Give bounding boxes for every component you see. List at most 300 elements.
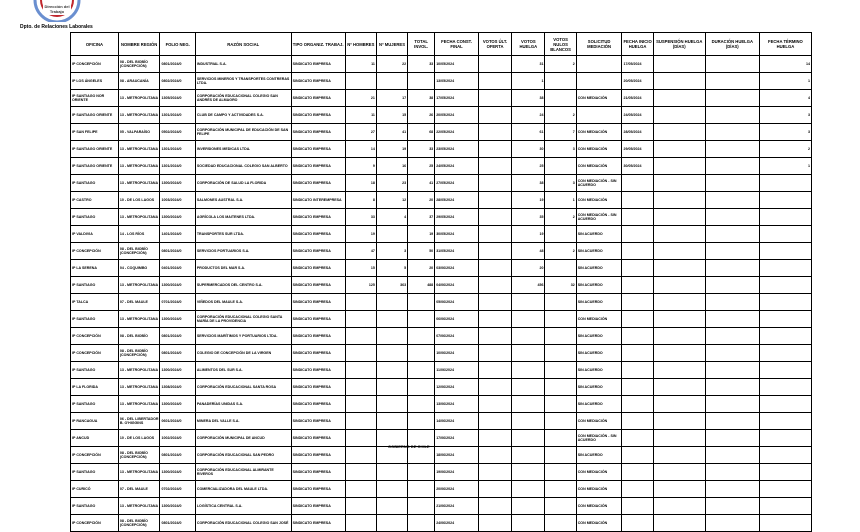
table-cell: SINDICATO EMPRESA — [291, 498, 345, 515]
table-cell: SINDICATO INTEREMPRESA — [291, 192, 345, 209]
table-cell — [622, 260, 653, 277]
table-cell: CON MEDIACIÓN — [576, 90, 622, 107]
table-cell: CON MEDIACIÓN — [576, 124, 622, 141]
table-cell: 1300/2024/0 — [160, 464, 195, 481]
table-cell — [653, 107, 705, 124]
table-row — [71, 192, 812, 209]
svg-text:Trabajo: Trabajo — [49, 9, 65, 14]
table-cell: IP SANTIAGO — [71, 396, 119, 413]
table-cell — [512, 481, 545, 498]
table-cell — [705, 226, 759, 243]
table-cell: 1300/2024/0 — [160, 277, 195, 294]
table-cell: 1401/2024/0 — [160, 226, 195, 243]
table-cell: 13 - METROPOLITANA — [118, 277, 160, 294]
table-cell: IP CONCEPCIÓN — [71, 243, 119, 260]
table-cell — [705, 124, 759, 141]
table-cell: 1300/2024/0 — [160, 362, 195, 379]
table-cell — [653, 226, 705, 243]
table-cell: INVERSIONES MEDICAS LTDA. — [195, 141, 291, 158]
table-cell: 25 — [408, 158, 435, 175]
table-cell — [478, 141, 511, 158]
table-cell: SINDICATO EMPRESA — [291, 243, 345, 260]
table-cell: 04 - COQUIMBO — [118, 260, 160, 277]
table-cell: SERVICIOS MARÍTIMOS Y PORTUARIOS LTDA. — [195, 328, 291, 345]
table-cell — [622, 294, 653, 311]
table-cell — [408, 396, 435, 413]
table-cell — [545, 158, 576, 175]
table-cell: 20/05/2024 — [435, 107, 479, 124]
table-cell — [478, 226, 511, 243]
table-cell: 33 — [345, 209, 376, 226]
table-cell — [376, 294, 407, 311]
column-header: TIPO ORGANIZ. TRABAJ. — [291, 33, 345, 56]
table-cell: 13 - METROPOLITANA — [118, 107, 160, 124]
table-cell: 9 — [345, 158, 376, 175]
table-cell — [653, 311, 705, 328]
table-cell — [376, 498, 407, 515]
table-cell: SIN ACUERDO — [576, 345, 622, 362]
table-cell: 19 — [376, 141, 407, 158]
table-cell — [622, 328, 653, 345]
table-cell: SINDICATO EMPRESA — [291, 175, 345, 192]
table-cell — [376, 328, 407, 345]
table-row — [71, 379, 812, 396]
table-cell: 47 — [345, 243, 376, 260]
table-cell: PRODUCTOS DEL MAR S.A. — [195, 260, 291, 277]
table-cell — [705, 447, 759, 464]
table-cell — [705, 192, 759, 209]
table-cell — [408, 362, 435, 379]
table-cell: SINDICATO EMPRESA — [291, 362, 345, 379]
table-cell — [653, 515, 705, 532]
table-cell — [622, 481, 653, 498]
table-cell: CORPORACIÓN EDUCACIONAL COLEGIO SAN ANDRÉS DE ALMAGRO — [195, 90, 291, 107]
table-cell — [545, 379, 576, 396]
table-cell: 1301/2024/0 — [160, 158, 195, 175]
table-cell — [705, 277, 759, 294]
table-cell: COLEGIO DE CONCEPCIÓN DE LA VIRGEN — [195, 345, 291, 362]
table-row — [71, 226, 812, 243]
table-cell: CORPORACIÓN EDUCACIONAL COLEGIO SAN JOSÉ — [195, 515, 291, 532]
table-cell — [408, 345, 435, 362]
table-cell: INDUSTRIAL S.A. — [195, 56, 291, 73]
table-cell: 0801/2024/0 — [160, 243, 195, 260]
table-cell: 3 — [545, 175, 576, 192]
table-cell: 33 — [408, 56, 435, 73]
table-cell — [376, 73, 407, 90]
table-cell: CORPORACIÓN MUNICIPAL DE EDUCACIÓN DE SAN FELIPE — [195, 124, 291, 141]
table-cell: 20/06/2024 — [435, 481, 479, 498]
table-cell: SIN ACUERDO — [576, 294, 622, 311]
table-cell: 28/05/2024 — [435, 192, 479, 209]
table-cell: IP SANTIAGO — [71, 209, 119, 226]
table-cell — [478, 430, 511, 447]
table-cell: 33 — [408, 141, 435, 158]
table-cell: 1300/2024/0 — [160, 498, 195, 515]
table-cell — [345, 396, 376, 413]
table-cell — [345, 498, 376, 515]
table-cell — [653, 73, 705, 90]
table-cell — [478, 345, 511, 362]
table-cell — [759, 515, 811, 532]
table-cell: 30/05/2024 — [435, 226, 479, 243]
table-cell — [345, 481, 376, 498]
column-header: VOTOS NULOS BLANCOS — [545, 33, 576, 56]
table-cell: 10/06/2024 — [435, 345, 479, 362]
table-cell — [408, 73, 435, 90]
table-cell: 03/06/2024 — [435, 260, 479, 277]
table-cell: LOGÍSTICA CENTRAL S.A. — [195, 498, 291, 515]
table-cell: 1 — [512, 73, 545, 90]
table-cell: SIN ACUERDO — [576, 243, 622, 260]
table-cell — [376, 362, 407, 379]
table-cell — [759, 396, 811, 413]
table-cell: IP SANTIAGO — [71, 464, 119, 481]
table-cell — [545, 328, 576, 345]
table-cell: IP SANTIAGO — [71, 277, 119, 294]
table-cell: 07 - DEL MAULE — [118, 481, 160, 498]
table-cell — [622, 345, 653, 362]
table-cell: 07/06/2024 — [435, 328, 479, 345]
table-cell — [705, 243, 759, 260]
table-cell: AGRÍCOLA LOS MAITENES LTDA. — [195, 209, 291, 226]
table-cell: 37 — [408, 209, 435, 226]
table-cell — [376, 413, 407, 430]
table-cell — [759, 413, 811, 430]
table-cell — [545, 447, 576, 464]
table-cell: 26 — [408, 107, 435, 124]
table-cell: 1300/2024/0 — [160, 209, 195, 226]
table-cell — [705, 413, 759, 430]
table-cell: 1300/2024/0 — [160, 311, 195, 328]
table-cell: 27 — [345, 124, 376, 141]
table-cell: 2 — [545, 107, 576, 124]
table-cell: CON MEDIACIÓN — [576, 192, 622, 209]
table-cell: IP CONCEPCIÓN — [71, 515, 119, 532]
table-cell: 05/06/2024 — [435, 294, 479, 311]
table-cell: 1 — [759, 158, 811, 175]
table-cell: 13 - METROPOLITANA — [118, 311, 160, 328]
table-cell: 17/05/2024 — [622, 56, 653, 73]
table-cell — [408, 447, 435, 464]
table-cell: 16 — [376, 158, 407, 175]
table-cell: 0801/2024/0 — [160, 56, 195, 73]
table-cell — [512, 294, 545, 311]
table-cell — [622, 226, 653, 243]
table-cell — [759, 175, 811, 192]
table-cell: 0801/2024/0 — [160, 447, 195, 464]
table-cell: 488 — [408, 277, 435, 294]
table-cell — [545, 362, 576, 379]
table-cell — [653, 260, 705, 277]
table-cell: 13 - METROPOLITANA — [118, 158, 160, 175]
table-cell: IP CONCEPCIÓN — [71, 328, 119, 345]
table-cell — [653, 243, 705, 260]
table-cell: 0601/2024/0 — [160, 413, 195, 430]
table-cell: 23 — [376, 175, 407, 192]
table-row — [71, 481, 812, 498]
table-cell: 363 — [376, 277, 407, 294]
table-cell: IP SANTIAGO — [71, 175, 119, 192]
table-cell: SINDICATO EMPRESA — [291, 124, 345, 141]
table-row — [71, 345, 812, 362]
table-cell — [759, 464, 811, 481]
table-cell — [759, 311, 811, 328]
table-cell — [478, 328, 511, 345]
table-cell: 07 - DEL MAULE — [118, 294, 160, 311]
department-label: Dpto. de Relaciones Laborales — [20, 24, 93, 30]
table-cell: CON MEDIACIÓN — [576, 464, 622, 481]
table-cell — [653, 56, 705, 73]
table-cell — [345, 362, 376, 379]
table-cell — [345, 515, 376, 532]
table-cell: 38 — [408, 90, 435, 107]
table-cell — [545, 430, 576, 447]
table-cell — [478, 447, 511, 464]
table-cell — [705, 158, 759, 175]
table-cell — [345, 345, 376, 362]
table-cell: 14 - LOS RÍOS — [118, 226, 160, 243]
table-cell: SINDICATO EMPRESA — [291, 56, 345, 73]
table-cell — [622, 379, 653, 396]
table-cell: 19 — [408, 226, 435, 243]
table-cell — [759, 498, 811, 515]
table-cell — [408, 413, 435, 430]
table-cell — [545, 515, 576, 532]
table-cell: 08 - DEL BIOBÍO — [118, 328, 160, 345]
table-cell: 8 — [345, 192, 376, 209]
table-cell: TRANSPORTES SUR LTDA. — [195, 226, 291, 243]
table-cell — [478, 107, 511, 124]
table-cell: 13 - METROPOLITANA — [118, 209, 160, 226]
table-cell — [705, 498, 759, 515]
table-cell — [653, 124, 705, 141]
table-cell: SIN ACUERDO — [576, 396, 622, 413]
table-cell — [705, 56, 759, 73]
table-cell: 29/05/2024 — [622, 141, 653, 158]
table-cell: 12/06/2024 — [435, 379, 479, 396]
table-cell: 10 - DE LOS LAGOS — [118, 192, 160, 209]
table-cell: CON MEDIACIÓN — [576, 413, 622, 430]
table-cell: 24/05/2024 — [622, 107, 653, 124]
table-cell: IP CONCEPCIÓN — [71, 345, 119, 362]
table-cell: 19/06/2024 — [435, 464, 479, 481]
table-cell — [759, 260, 811, 277]
column-header: OFICINA — [71, 33, 119, 56]
table-cell: 21 — [345, 90, 376, 107]
table-cell: SINDICATO EMPRESA — [291, 430, 345, 447]
table-cell: 2 — [545, 243, 576, 260]
table-cell: 15 — [345, 260, 376, 277]
table-cell: IP ANCUD — [71, 430, 119, 447]
table-row — [71, 107, 812, 124]
table-row — [71, 277, 812, 294]
table-cell: IP LA FLORIDA — [71, 379, 119, 396]
table-cell: 13/06/2024 — [435, 396, 479, 413]
table-cell: IP SANTIAGO ORIENTE — [71, 158, 119, 175]
svg-text:Dirección del: Dirección del — [44, 4, 70, 9]
table-cell: 13 - METROPOLITANA — [118, 379, 160, 396]
table-cell: 20 — [408, 260, 435, 277]
table-cell — [653, 396, 705, 413]
table-cell — [376, 481, 407, 498]
table-cell — [622, 277, 653, 294]
table-cell: PANADERÍAS UNIDAS S.A. — [195, 396, 291, 413]
table-cell: SIN ACUERDO — [576, 379, 622, 396]
table-cell: CORPORACIÓN MUNICIPAL DE ANCUD — [195, 430, 291, 447]
table-cell — [653, 498, 705, 515]
table-cell — [545, 311, 576, 328]
table-cell: 35 — [512, 209, 545, 226]
table-cell: 2 — [759, 141, 811, 158]
table-cell — [408, 379, 435, 396]
table-cell — [705, 90, 759, 107]
table-cell — [478, 294, 511, 311]
table-cell: SERVICIOS MINEROS Y TRANSPORTES CONTRERAS LTDA. — [195, 73, 291, 90]
table-cell: IP SANTIAGO ORIENTE — [71, 107, 119, 124]
table-cell: CON MEDIACIÓN - SIN ACUERDO — [576, 430, 622, 447]
column-header: Nº HOMBRES — [345, 33, 376, 56]
table-cell — [759, 447, 811, 464]
table-cell — [478, 515, 511, 532]
table-cell — [759, 328, 811, 345]
table-cell: SINDICATO EMPRESA — [291, 413, 345, 430]
table-cell — [705, 345, 759, 362]
table-row — [71, 124, 812, 141]
table-cell — [478, 56, 511, 73]
table-cell: SINDICATO EMPRESA — [291, 396, 345, 413]
table-cell — [376, 464, 407, 481]
table-cell — [478, 158, 511, 175]
table-cell: 61 — [512, 124, 545, 141]
table-cell — [759, 294, 811, 311]
table-cell: 0801/2024/0 — [160, 345, 195, 362]
table-cell: 30 — [512, 141, 545, 158]
table-cell: IP CONCEPCIÓN — [71, 447, 119, 464]
table-cell: 06/06/2024 — [435, 311, 479, 328]
table-cell — [622, 515, 653, 532]
table-cell — [408, 328, 435, 345]
table-cell — [345, 294, 376, 311]
table-cell: 08 - DEL BIOBÍO (CONCEPCIÓN) — [118, 243, 160, 260]
table-cell — [705, 107, 759, 124]
table-cell: 0701/2024/0 — [160, 294, 195, 311]
table-cell: SINDICATO EMPRESA — [291, 226, 345, 243]
table-cell — [622, 192, 653, 209]
table-cell: 3 — [545, 141, 576, 158]
table-cell: SINDICATO EMPRESA — [291, 141, 345, 158]
table-cell — [345, 447, 376, 464]
table-cell: 5 — [376, 260, 407, 277]
table-cell — [512, 379, 545, 396]
table-row — [71, 447, 812, 464]
table-cell: 1301/2024/0 — [160, 141, 195, 158]
table-cell — [759, 226, 811, 243]
table-cell — [653, 192, 705, 209]
table-cell: CORPORACIÓN EDUCACIONAL COLEGIO SANTA MARÍA DE LA PROVIDENCIA — [195, 311, 291, 328]
table-cell — [653, 464, 705, 481]
table-cell: 22/05/2024 — [435, 124, 479, 141]
table-cell: 13/05/2024 — [435, 73, 479, 90]
table-cell — [478, 396, 511, 413]
table-cell: 31 — [512, 56, 545, 73]
column-header: SOLICITUD MEDIACIÓN — [576, 33, 622, 56]
table-cell: SINDICATO EMPRESA — [291, 481, 345, 498]
table-cell: 04/06/2024 — [435, 277, 479, 294]
table-cell: 24 — [512, 107, 545, 124]
table-cell: 14 — [345, 141, 376, 158]
table-cell: 50 — [408, 243, 435, 260]
table-cell: 13 - METROPOLITANA — [118, 498, 160, 515]
column-header: NOMBRE REGIÓN — [118, 33, 160, 56]
table-cell — [653, 447, 705, 464]
table-cell: 3 — [759, 107, 811, 124]
table-cell: 1 — [545, 192, 576, 209]
table-cell — [545, 260, 576, 277]
table-cell: SINDICATO EMPRESA — [291, 311, 345, 328]
table-row — [71, 464, 812, 481]
table-cell: SINDICATO EMPRESA — [291, 90, 345, 107]
column-header: FECHA CONST. FINAL — [435, 33, 479, 56]
table-cell: IP SANTIAGO — [71, 311, 119, 328]
table-cell — [705, 515, 759, 532]
table-cell — [512, 515, 545, 532]
table-cell — [653, 430, 705, 447]
table-cell: IP SANTIAGO — [71, 362, 119, 379]
table-cell — [512, 447, 545, 464]
table-cell: SOCIEDAD EDUCACIONAL COLEGIO SAN ALBERTO — [195, 158, 291, 175]
table-cell: 21/05/2024 — [622, 90, 653, 107]
table-cell: SINDICATO EMPRESA — [291, 158, 345, 175]
table-cell — [705, 294, 759, 311]
table-cell: 19 — [512, 226, 545, 243]
table-cell: 1300/2024/0 — [160, 175, 195, 192]
table-cell: 18/06/2024 — [435, 447, 479, 464]
table-cell — [622, 396, 653, 413]
table-cell: IP SAN FELIPE — [71, 124, 119, 141]
table-cell — [759, 379, 811, 396]
table-cell: 15 — [376, 107, 407, 124]
table-cell: IP SANTIAGO NOR ORIENTE — [71, 90, 119, 107]
table-row — [71, 56, 812, 73]
table-cell: SIN ACUERDO — [576, 447, 622, 464]
table-cell: 06 - DEL LIBERTADOR B. O'HIGGINS — [118, 413, 160, 430]
table-cell — [622, 311, 653, 328]
table-cell — [705, 430, 759, 447]
table-cell — [478, 124, 511, 141]
table-cell — [408, 515, 435, 532]
table-cell: 27/05/2024 — [435, 175, 479, 192]
table-cell — [512, 396, 545, 413]
table-cell: 10/05/2024 — [435, 56, 479, 73]
table-cell: 29/05/2024 — [435, 209, 479, 226]
table-cell — [376, 379, 407, 396]
table-cell — [345, 311, 376, 328]
table-cell: IP LOS ÁNGELES — [71, 73, 119, 90]
table-cell: 05 - VALPARAÍSO — [118, 124, 160, 141]
table-cell: SINDICATO EMPRESA — [291, 107, 345, 124]
table-cell: 1300/2024/0 — [160, 396, 195, 413]
table-cell: VIÑEDOS DEL MAULE S.A. — [195, 294, 291, 311]
table-cell: 13 - METROPOLITANA — [118, 396, 160, 413]
table-cell — [705, 464, 759, 481]
table-cell — [653, 141, 705, 158]
table-cell — [478, 73, 511, 90]
table-cell: IP RANCAGUA — [71, 413, 119, 430]
table-cell — [653, 362, 705, 379]
table-cell: ALIMENTOS DEL SUR S.A. — [195, 362, 291, 379]
table-cell — [705, 396, 759, 413]
